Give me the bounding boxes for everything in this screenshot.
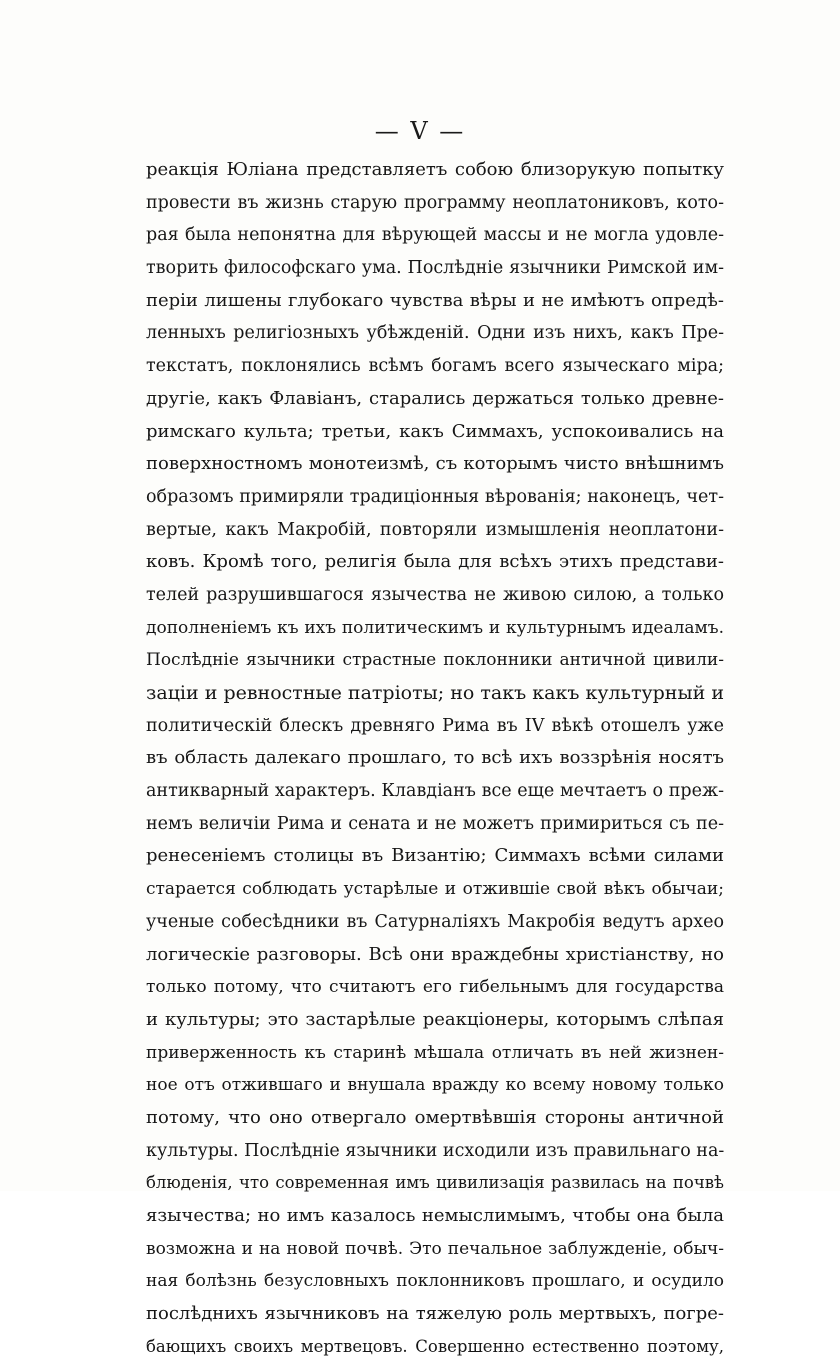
text-line: потому, что оно отвергало омертвѣвшія стороны античной	[146, 1106, 724, 1128]
text-line: ученые собесѣдники въ Сатурналіяхъ Макробія ведутъ архео	[146, 911, 724, 932]
text-line: реакція Юліана представляетъ собою близорукую попытку	[146, 159, 724, 180]
text-line: ная болѣзнь безусловныхъ поклонниковъ прошлаго, и осудило	[146, 1271, 724, 1292]
text-line: творить философскаго ума. Послѣдніе язычники Римской им-	[146, 258, 724, 279]
text-line: образомъ примиряли традиціонныя вѣрованія; наконецъ, чет-	[146, 486, 724, 507]
text-line: рая была непонятна для вѣрующей массы и не могла удовле-	[146, 225, 724, 246]
text-line: Послѣдніе язычники страстные поклонники античной цивили-	[146, 650, 724, 671]
text-line: бающихъ своихъ мертвецовъ. Совершенно естественно поэтому,	[146, 1336, 724, 1356]
text-line: текстатъ, поклонялись всѣмъ богамъ всего языческаго міра;	[146, 356, 724, 377]
text-line: старается соблюдать устарѣлые и отжившіе свой вѣкъ обычаи;	[146, 879, 724, 900]
page-number: — V —	[374, 117, 466, 145]
body-text	[146, 154, 724, 1363]
text-line: въ область далекаго прошлаго, то всѣ ихъ воззрѣнія носятъ	[146, 747, 724, 769]
text-line: заціи и ревностные патріоты; но такъ какъ культурный и	[146, 682, 724, 704]
text-line: приверженность къ старинѣ мѣшала отличать въ ней жизнен-	[146, 1042, 724, 1063]
text-line: ное отъ отжившаго и внушала вражду ко всему новому только	[146, 1075, 724, 1096]
text-line: періи лишены глубокаго чувства вѣры и не имѣютъ опредѣ-	[146, 289, 724, 311]
text-line: антикварный характеръ. Клавдіанъ все еще мечтаетъ о преж-	[146, 781, 724, 802]
text-line: политическій блескъ древняго Рима въ IV вѣкѣ отошелъ уже	[146, 715, 724, 736]
text-line: ленныхъ религіозныхъ убѣжденій. Одни изъ нихъ, какъ Пре-	[146, 323, 724, 344]
text-line: телей разрушившагося язычества не живою силою, а только	[146, 584, 724, 605]
text-line: другіе, какъ Флавіанъ, старались держаться только древне-	[146, 387, 724, 409]
text-line: провести въ жизнь старую программу неоплатониковъ, кото-	[146, 192, 724, 213]
text-line: культуры. Послѣдніе язычники исходили изъ правильнаго на-	[146, 1140, 724, 1161]
text-line: блюденія, что современная имъ цивилизація развилась на почвѣ	[146, 1173, 724, 1193]
text-line: язычества; но имъ казалось немыслимымъ, чтобы она была	[146, 1205, 724, 1226]
text-line: римскаго культа; третьи, какъ Симмахъ, успокоивались на	[146, 420, 724, 442]
text-line: немъ величіи Рима и сената и не можетъ примириться съ пе-	[146, 813, 724, 834]
text-line: возможна и на новой почвѣ. Это печальное заблужденіе, обыч-	[146, 1238, 724, 1259]
text-line: ренесеніемъ столицы въ Византію; Симмахъ всѣми силами	[146, 845, 724, 867]
text-line: и культуры; это застарѣлые реакціонеры, которымъ слѣпая	[146, 1008, 724, 1030]
text-line: ковъ. Кромѣ того, религія была для всѣхъ этихъ представи-	[146, 551, 724, 573]
text-line: логическіе разговоры. Всѣ они враждебны христіанству, но	[146, 943, 724, 965]
text-line: вертые, какъ Макробій, повторяли измышленія неоплатони-	[146, 519, 724, 540]
text-line: послѣднихъ язычниковъ на тяжелую роль мертвыхъ, погре-	[146, 1303, 724, 1325]
text-line: только потому, что считаютъ его гибельнымъ для государства	[146, 977, 724, 998]
text-line: поверхностномъ монотеизмѣ, съ которымъ чисто внѣшнимъ	[146, 453, 724, 475]
text-line: дополненіемъ къ ихъ политическимъ и культурнымъ идеаламъ.	[146, 617, 724, 638]
